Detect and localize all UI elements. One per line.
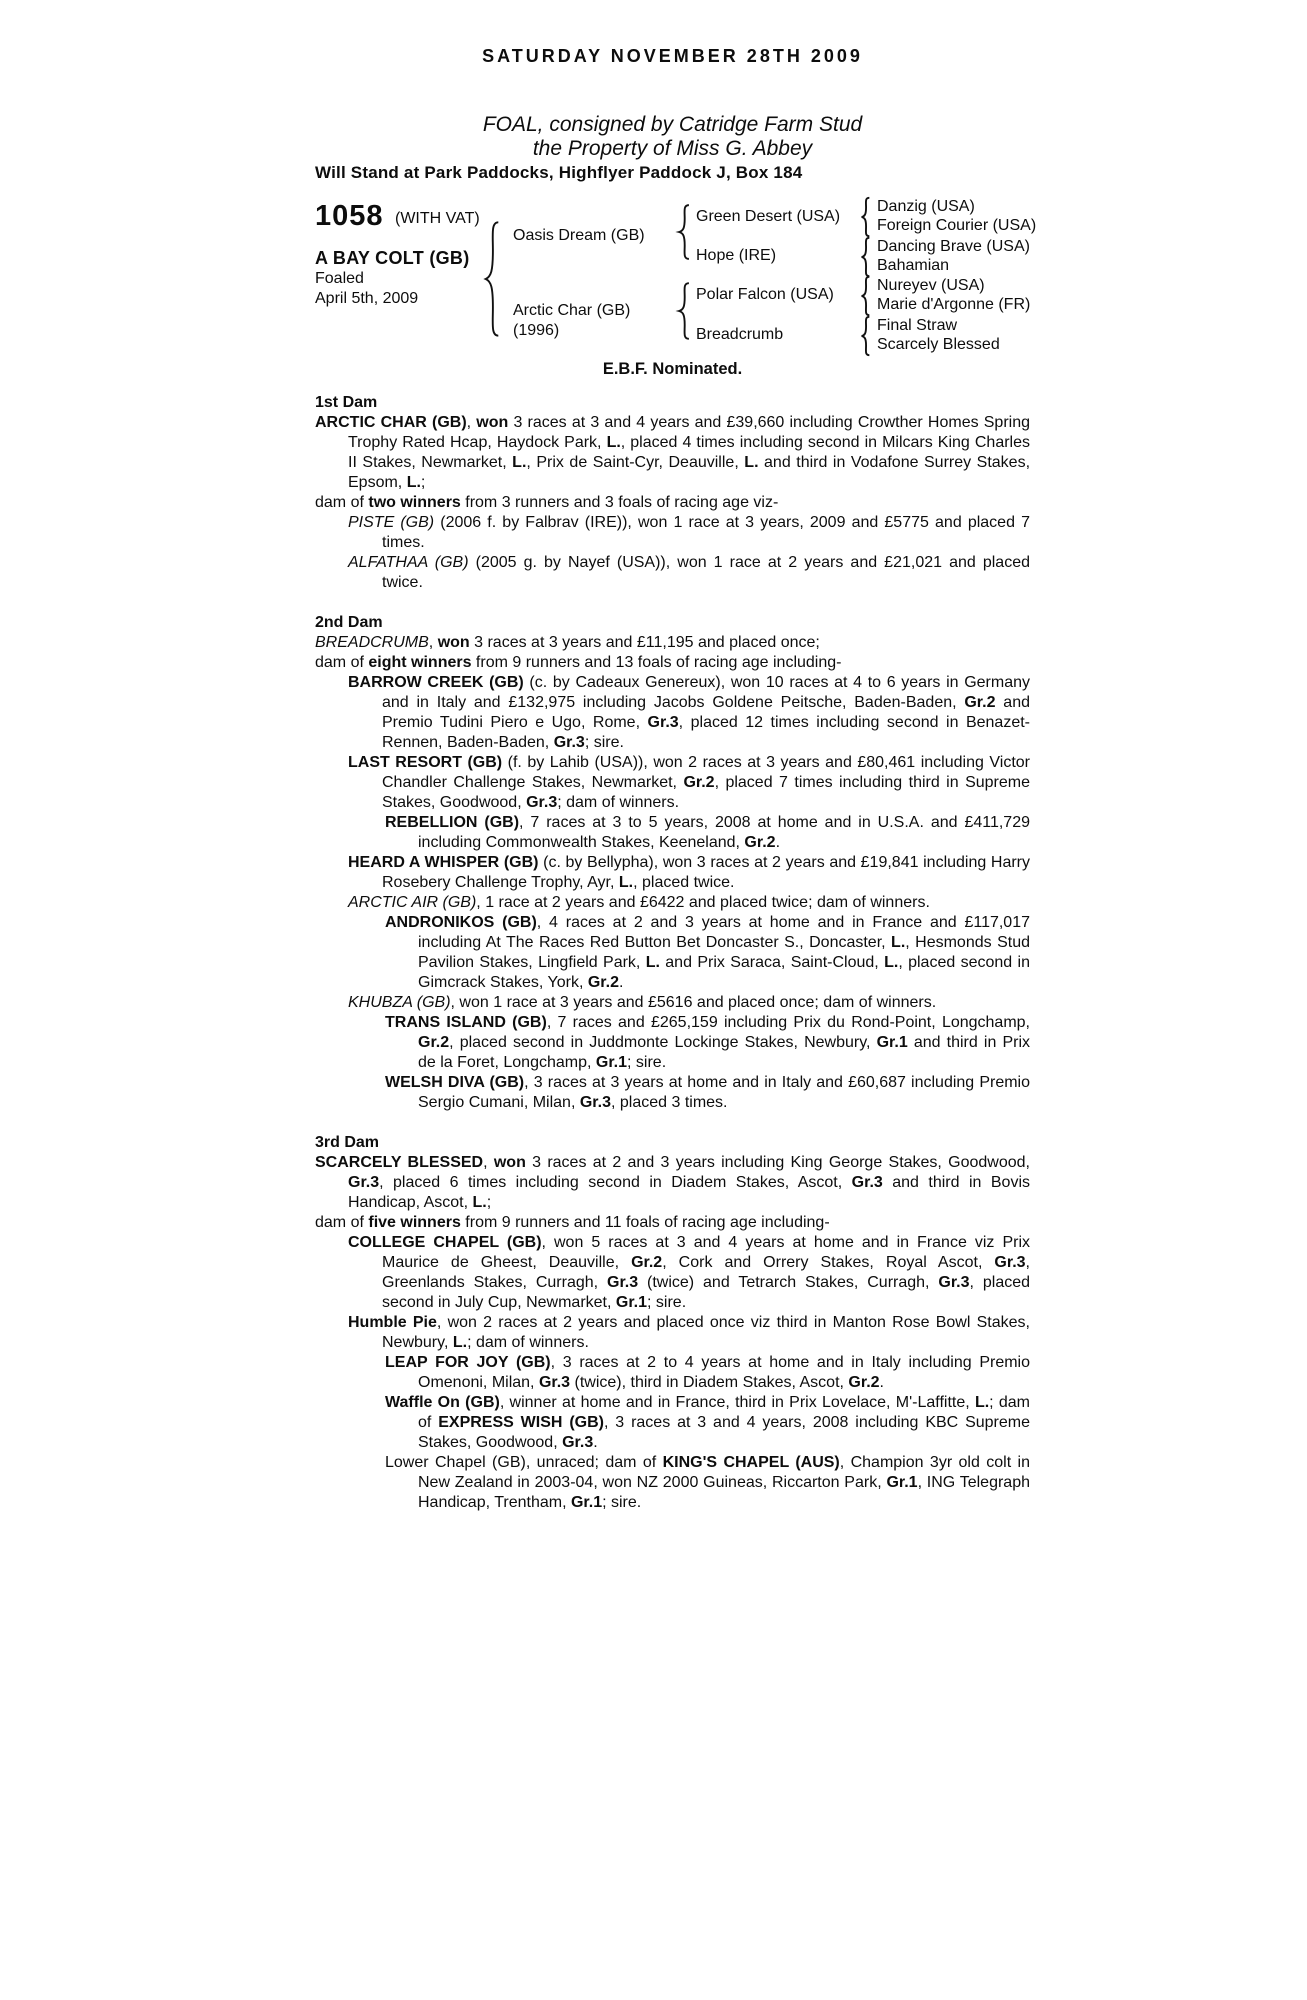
vat-note: (WITH VAT) bbox=[395, 210, 480, 227]
great-grandparent-name: Marie d'Argonne (FR) bbox=[877, 296, 1031, 313]
brace-icon bbox=[677, 204, 691, 260]
pedigree-text-paragraph: LAST RESORT (GB) (f. by Lahib (USA)), won 2 races at 3 years and £80,461 including Victor Chandler Challenge Stakes, Newmarket, Gr.2, placed 7 times including third in Supreme Stakes, Goodwood, Gr.3; dam of winners. bbox=[348, 754, 1030, 811]
horse-description: A BAY COLT (GB) bbox=[315, 248, 470, 268]
pedigree-text-paragraph: WELSH DIVA (GB), 3 races at 3 years at home and in Italy and £60,687 including Premio Sergio Cumani, Milan, Gr.3, placed 3 times. bbox=[385, 1074, 1031, 1111]
sale-date-header: SATURDAY NOVEMBER 28TH 2009 bbox=[482, 46, 863, 66]
pedigree-text-paragraph: ALFATHAA (GB) (2005 g. by Nayef (USA)), won 1 race at 2 years and £21,021 and placed twice. bbox=[348, 554, 1030, 591]
pedigree-text-paragraph: dam of two winners from 3 runners and 3 foals of racing age viz- bbox=[315, 494, 779, 511]
foaled-label: Foaled bbox=[315, 270, 364, 287]
pedigree-text-paragraph: ANDRONIKOS (GB), 4 races at 2 and 3 years at home and in France and £117,017 including At The Races Red Button Bet Doncaster S., Doncaster, L., Hesmonds Stud Pavilion Stakes, Lingfield Park, L. and Prix Saraca, Saint-Cloud, L., placed second in Gimcrack Stakes, York, Gr.2. bbox=[385, 914, 1031, 991]
dam-section-heading: 2nd Dam bbox=[315, 614, 383, 631]
dam-section-heading: 1st Dam bbox=[315, 394, 378, 411]
lot-number: 1058 bbox=[315, 200, 384, 232]
dam-dam-name: Breadcrumb bbox=[696, 326, 784, 343]
pedigree-table bbox=[315, 198, 1055, 358]
dam-sire-name: Polar Falcon (USA) bbox=[696, 286, 834, 303]
pedigree-text-paragraph: SCARCELY BLESSED, won 3 races at 2 and 3 years including King George Stakes, Goodwood, Gr.3, placed 6 times including second in Diadem Stakes, Ascot, Gr.3 and third in Bovis Handicap, Ascot, L.; bbox=[315, 1154, 1030, 1211]
pedigree-text-paragraph: Waffle On (GB), winner at home and in France, third in Prix Lovelace, M'-Laffitte, L.; dam of EXPRESS WISH (GB), 3 races at 3 and 4 years, 2008 including KBC Supreme Stakes, Goodwood, Gr.3. bbox=[385, 1394, 1031, 1451]
pedigree-text-paragraph: REBELLION (GB), 7 races at 3 to 5 years, 2008 at home and in U.S.A. and £411,729 including Commonwealth Stakes, Keeneland, Gr.2. bbox=[385, 814, 1030, 851]
sire-sire-name: Green Desert (USA) bbox=[696, 208, 841, 225]
pedigree-text-paragraph: LEAP FOR JOY (GB), 3 races at 2 to 4 years at home and in Italy including Premio Omenoni, Milan, Gr.3 (twice), third in Diadem Stakes, Ascot, Gr.2. bbox=[385, 1354, 1031, 1391]
great-grandparent-name: Scarcely Blessed bbox=[877, 336, 1000, 353]
pedigree-text-paragraph: Lower Chapel (GB), unraced; dam of KING'S CHAPEL (AUS), Champion 3yr old colt in New Zealand in 2003-04, won NZ 2000 Guineas, Riccarton Park, Gr.1, ING Telegraph Handicap, Trentham, Gr.1; sire. bbox=[385, 1454, 1031, 1511]
great-grandparent-name: Bahamian bbox=[877, 257, 950, 274]
pedigree-text-paragraph: dam of eight winners from 9 runners and 13 foals of racing age including- bbox=[315, 654, 842, 671]
pedigree-text-paragraph: ARCTIC AIR (GB), 1 race at 2 years and £6422 and placed twice; dam of winners. bbox=[348, 894, 930, 911]
brace-icon bbox=[860, 237, 871, 277]
pedigree-text-paragraph: ARCTIC CHAR (GB), won 3 races at 3 and 4 years and £39,660 including Crowther Homes Spring Trophy Rated Hcap, Haydock Park, L., placed 4 times including second in Milcars King Charles II Stakes, Newmarket, L., Prix de Saint-Cyr, Deauville, L. and third in Vodafone Surrey Stakes, Epsom, L.; bbox=[315, 414, 1031, 491]
property-line: the Property of Miss G. Abbey bbox=[532, 137, 813, 160]
pedigree-text-paragraph: BARROW CREEK (GB) (c. by Cadeaux Genereux), won 10 races at 4 to 6 years in Germany and in Italy and £132,975 including Jacobs Goldene Peitsche, Baden-Baden, Gr.2 and Premio Tudini Piero e Ugo, Rome, Gr.3, placed 12 times including second in Benazet-Rennen, Baden-Baden, Gr.3; sire. bbox=[348, 674, 1031, 751]
stabling-location-line: Will Stand at Park Paddocks, Highflyer Paddock J, Box 184 bbox=[315, 163, 803, 182]
pedigree-text-paragraph: PISTE (GB) (2006 f. by Falbrav (IRE)), won 1 race at 3 years, 2009 and £5775 and placed 7 times. bbox=[348, 514, 1030, 551]
great-grandparent-name: Foreign Courier (USA) bbox=[877, 217, 1037, 234]
ebf-note: E.B.F. Nominated. bbox=[602, 360, 743, 378]
great-grandparent-name: Final Straw bbox=[877, 317, 958, 334]
sire-name: Oasis Dream (GB) bbox=[513, 227, 645, 244]
great-grandparent-name: Nureyev (USA) bbox=[877, 277, 985, 294]
dam-foaling-year: (1996) bbox=[513, 322, 560, 339]
consignor-line: FOAL, consigned by Catridge Farm Stud bbox=[482, 113, 863, 136]
pedigree-text-paragraph: TRANS ISLAND (GB), 7 races and £265,159 including Prix du Rond-Point, Longchamp, Gr.2, placed second in Juddmonte Lockinge Stakes, Newbury, Gr.1 and third in Prix de la Foret, Longchamp, Gr.1; sire. bbox=[385, 1014, 1031, 1071]
pedigree-text-paragraph: HEARD A WHISPER (GB) (c. by Bellypha), won 3 races at 2 years and £19,841 including Harry Rosebery Challenge Trophy, Ayr, L., placed twice. bbox=[348, 854, 1031, 891]
pedigree-text-paragraph: COLLEGE CHAPEL (GB), won 5 races at 3 and 4 years at home and in France viz Prix Maurice de Gheest, Deauville, Gr.2, Cork and Orrery Stakes, Royal Ascot, Gr.3, Greenlands Stakes, Curragh, Gr.3 (twice) and Tetrarch Stakes, Curragh, Gr.3, placed second in July Cup, Newmarket, Gr.1; sire. bbox=[348, 1234, 1031, 1311]
brace-icon bbox=[860, 197, 871, 237]
pedigree-text-paragraph: KHUBZA (GB), won 1 race at 3 years and £5616 and placed once; dam of winners. bbox=[348, 994, 937, 1011]
pedigree-text-paragraph: dam of five winners from 9 runners and 11 foals of racing age including- bbox=[315, 1214, 830, 1231]
brace-icon bbox=[860, 316, 871, 356]
great-grandparent-name: Danzig (USA) bbox=[877, 198, 975, 215]
brace-icon bbox=[860, 276, 871, 316]
great-grandparent-name: Dancing Brave (USA) bbox=[877, 238, 1030, 255]
brace-icon bbox=[483, 220, 501, 338]
sire-dam-name: Hope (IRE) bbox=[696, 247, 777, 264]
dam-name: Arctic Char (GB) bbox=[513, 302, 631, 319]
foaled-date: April 5th, 2009 bbox=[315, 290, 419, 307]
dam-section-heading: 3rd Dam bbox=[315, 1134, 380, 1151]
brace-icon bbox=[677, 282, 691, 340]
pedigree-text-paragraph: BREADCRUMB, won 3 races at 3 years and £11,195 and placed once; bbox=[315, 634, 820, 651]
catalogue-page bbox=[315, 0, 1037, 1513]
catalogue-body bbox=[315, 393, 1030, 1513]
pedigree-text-paragraph: Humble Pie, won 2 races at 2 years and placed once viz third in Manton Rose Bowl Stakes, Newbury, L.; dam of winners. bbox=[348, 1314, 1030, 1351]
